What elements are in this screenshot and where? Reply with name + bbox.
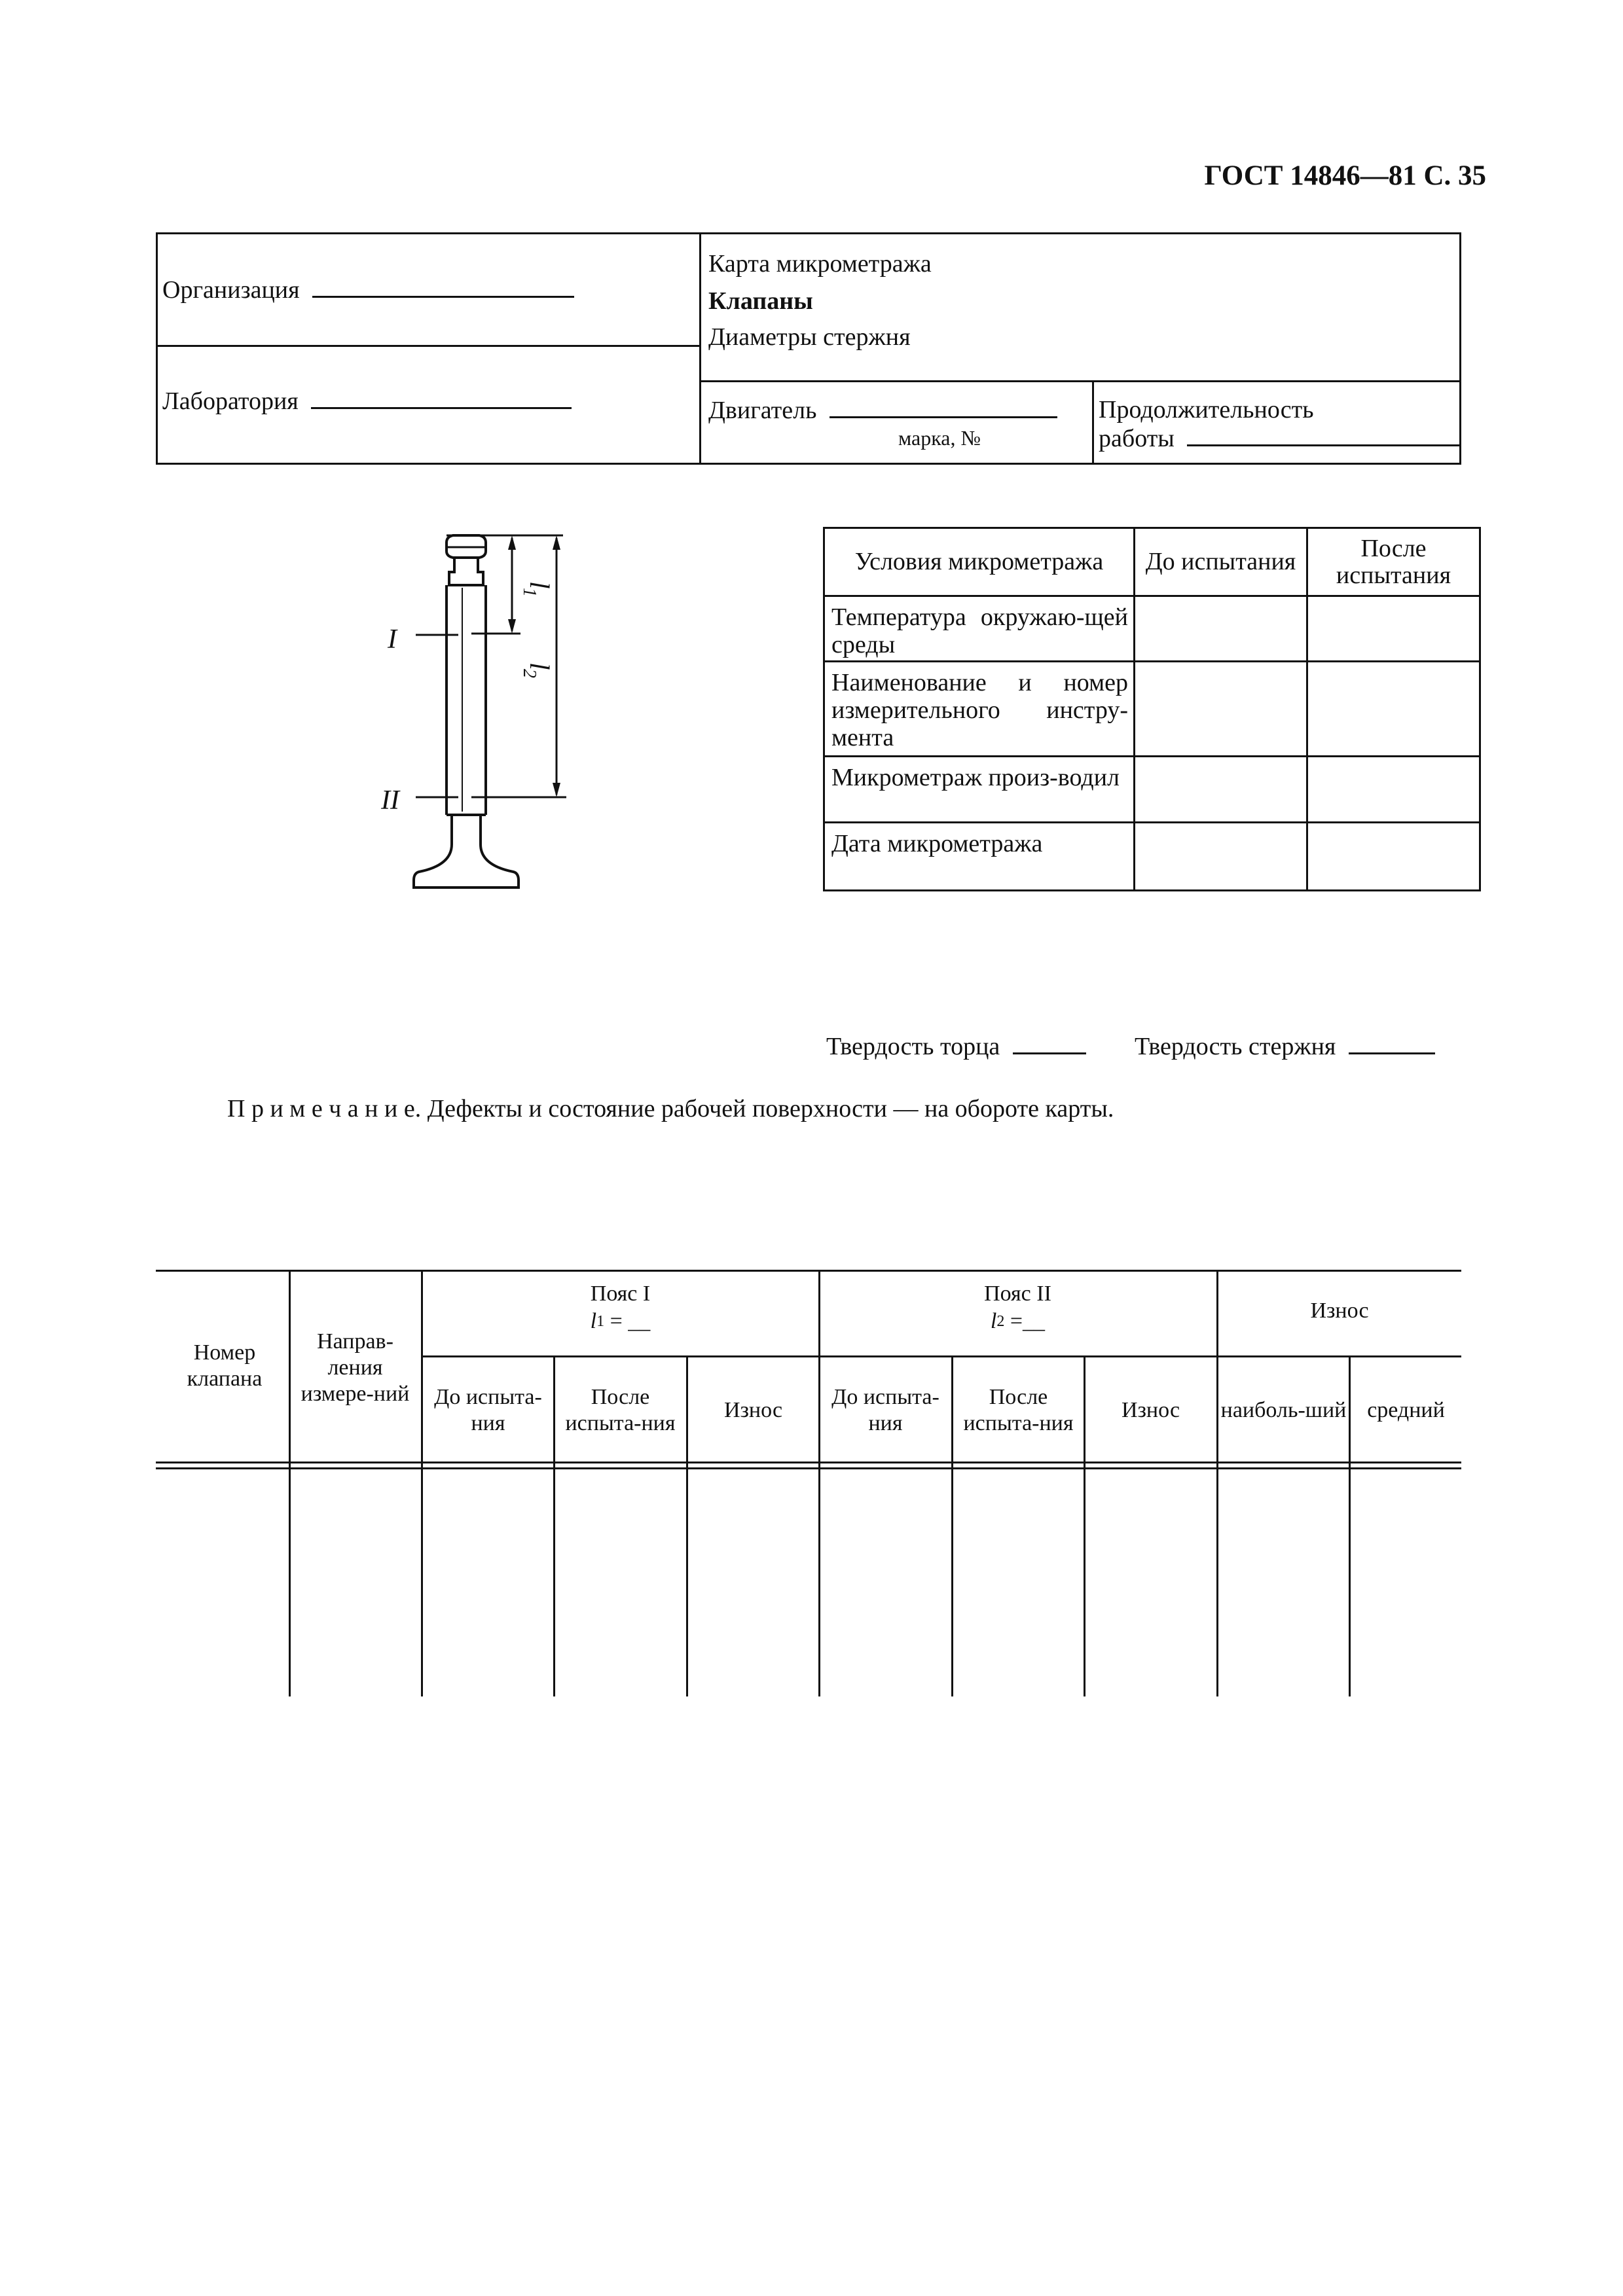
duration-label-2: работы <box>1099 425 1175 452</box>
engine-caption: марка, № <box>898 426 981 450</box>
dim-l2-label: l <box>524 662 554 670</box>
engine-blank[interactable] <box>830 397 1057 418</box>
conditions-header-row <box>824 528 1480 596</box>
dim-l1-sub: 1 <box>519 588 539 597</box>
conditions-cell-before[interactable] <box>1135 757 1307 823</box>
note-prefix: П р и м е ч а н и е. <box>227 1095 422 1122</box>
duration-blank[interactable] <box>1187 425 1461 446</box>
belt-2-formula-var: l <box>990 1309 997 1333</box>
section-2-label: II <box>381 785 399 816</box>
card-title: Карта микрометража <box>708 250 932 278</box>
engine-field <box>708 397 1057 425</box>
organization-field <box>162 276 574 304</box>
col-valve-number: Номер клапана <box>187 1340 263 1391</box>
conditions-header-after: После испытания <box>1307 528 1480 596</box>
card-subject: Клапаны <box>708 287 813 315</box>
laboratory-blank[interactable] <box>311 387 572 409</box>
belt-1-wear: Износ <box>723 1398 783 1422</box>
conditions-header-before: До испытания <box>1135 528 1307 596</box>
note <box>227 1096 1114 1123</box>
conditions-row <box>824 823 1480 891</box>
conditions-cell-after[interactable] <box>1307 757 1480 823</box>
conditions-cell-after[interactable] <box>1307 662 1480 757</box>
belt-1-after: После испыта-ния <box>565 1385 676 1435</box>
organization-label: Организация <box>162 276 300 304</box>
note-text: Дефекты и состояние рабочей поверхности — на обороте карты. <box>427 1095 1114 1122</box>
laboratory-field <box>162 387 572 416</box>
dim-l2-sub: 2 <box>519 669 539 678</box>
valve-drawing <box>340 517 629 923</box>
conditions-header-label: Условия микрометража <box>824 528 1135 596</box>
hardness-stem-blank[interactable] <box>1349 1033 1435 1054</box>
hardness-stem-field <box>1135 1033 1435 1061</box>
belt-2-formula <box>820 1307 1216 1336</box>
page-header: ГОСТ 14846—81 С. 35 <box>1204 160 1486 191</box>
conditions-row-label: Микрометраж произ-водил <box>824 757 1135 823</box>
belt-2-wear: Износ <box>1121 1398 1180 1422</box>
conditions-cell-before[interactable] <box>1135 662 1307 757</box>
belt-2-formula-rest: =__ <box>1004 1309 1046 1333</box>
col-direction: Направ-ления измере-ний <box>301 1329 410 1406</box>
belt-2-formula-sub: 2 <box>996 1313 1005 1330</box>
hardness-end-field <box>826 1033 1086 1061</box>
laboratory-label: Лаборатория <box>162 387 299 415</box>
engine-label: Двигатель <box>708 397 817 424</box>
conditions-cell-before[interactable] <box>1135 823 1307 891</box>
conditions-row <box>824 757 1480 823</box>
belt-1-formula-sub: 1 <box>596 1313 605 1330</box>
table-data-area[interactable] <box>157 1470 1460 1696</box>
conditions-cell-after[interactable] <box>1307 596 1480 662</box>
belt-1-formula-rest: = __ <box>604 1309 651 1333</box>
belt-1-formula <box>422 1307 818 1336</box>
belt-1-formula-var: l <box>590 1309 597 1333</box>
conditions-cell-after[interactable] <box>1307 823 1480 891</box>
conditions-row <box>824 596 1480 662</box>
card-subtitle: Диаметры стержня <box>708 323 911 351</box>
belt-2-title: Пояс II <box>984 1282 1051 1306</box>
hardness-stem-label: Твердость стержня <box>1135 1033 1336 1060</box>
duration-field <box>1099 425 1461 453</box>
organization-blank[interactable] <box>312 276 574 298</box>
belt-1-title: Пояс I <box>590 1282 651 1306</box>
conditions-row-label: Дата микрометража <box>824 823 1135 891</box>
dim-l1-label: l <box>524 581 554 589</box>
conditions-table <box>823 527 1481 891</box>
conditions-row-label: Наименование и номер измерительного инстру-мента <box>824 662 1135 757</box>
wear-avg: средний <box>1367 1398 1445 1422</box>
conditions-row <box>824 662 1480 757</box>
wear-title: Износ <box>1310 1299 1369 1323</box>
belt-1-before: До испыта-ния <box>434 1385 542 1435</box>
hardness-end-label: Твердость торца <box>826 1033 1000 1060</box>
wear-max: наиболь-ший <box>1220 1398 1347 1422</box>
conditions-row-label: Температура окружаю-щей среды <box>824 596 1135 662</box>
conditions-cell-before[interactable] <box>1135 596 1307 662</box>
hardness-end-blank[interactable] <box>1013 1033 1086 1054</box>
duration-label-1: Продолжительность <box>1099 396 1314 423</box>
section-1-label: I <box>388 624 397 655</box>
belt-2-before: До испыта-ния <box>831 1385 939 1435</box>
belt-2-after: После испыта-ния <box>963 1385 1074 1435</box>
